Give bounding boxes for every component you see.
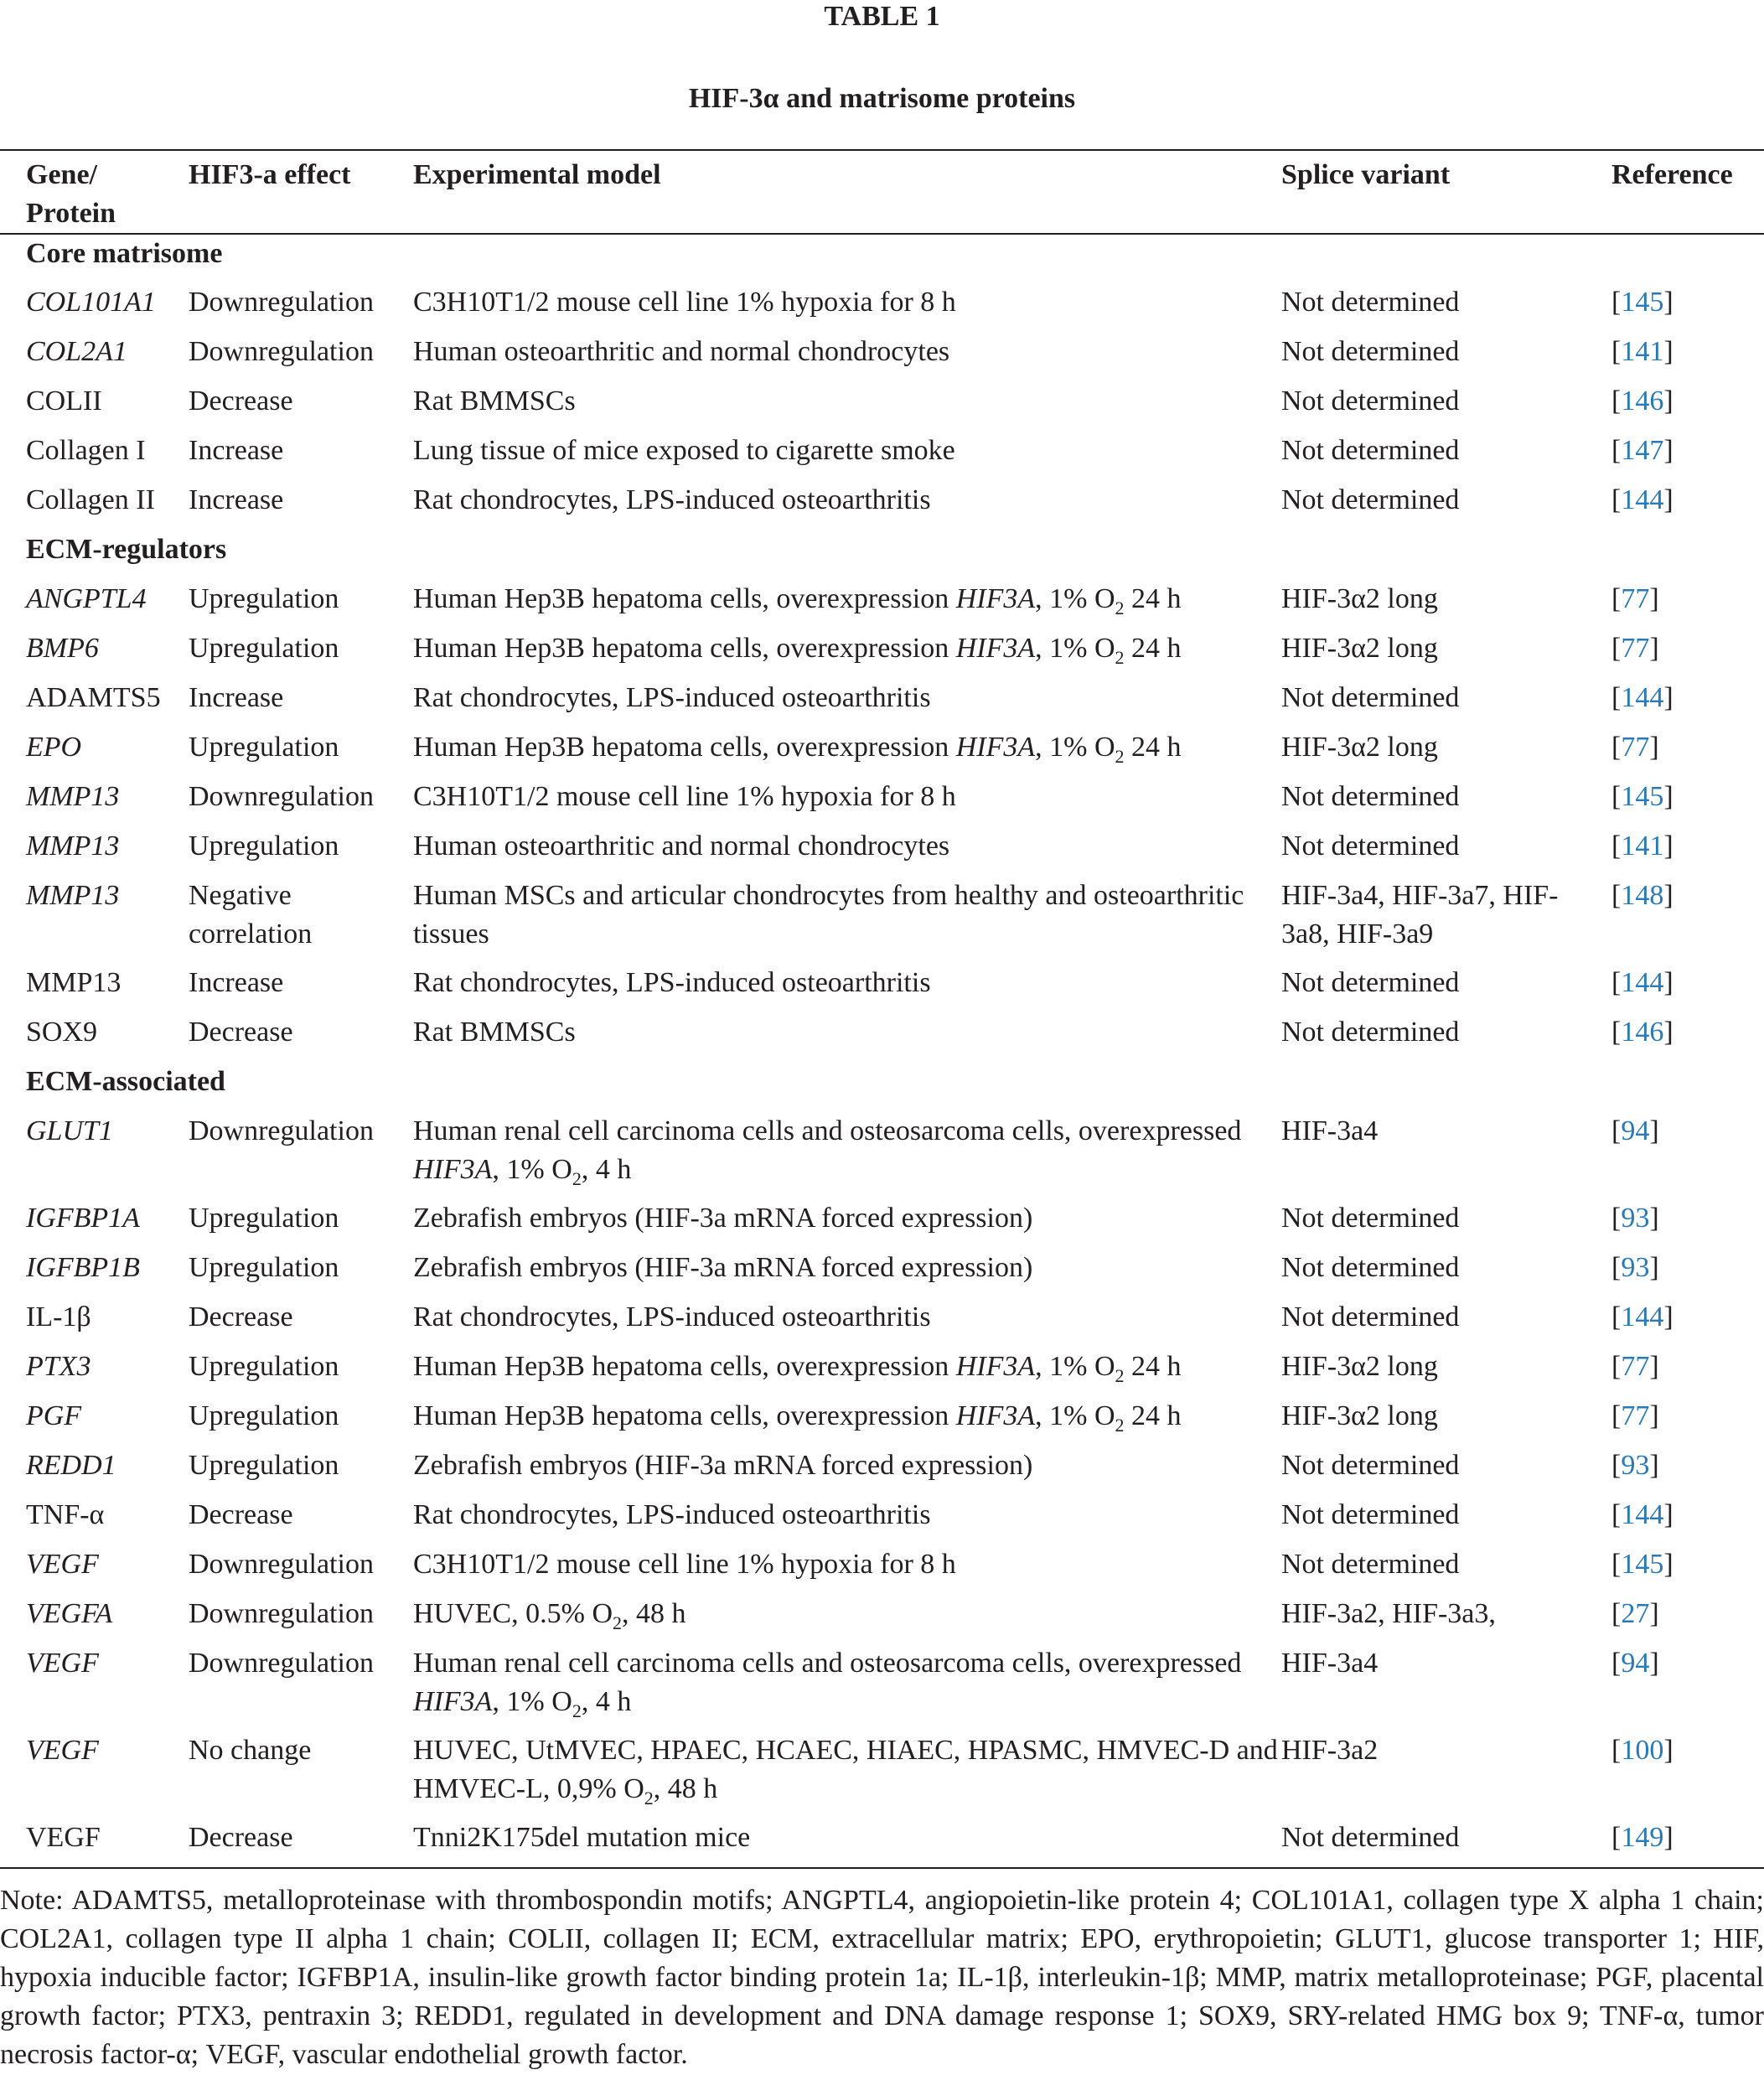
cell-gene: MMP13 — [26, 781, 120, 812]
cell-effect: Increase — [189, 484, 284, 515]
cell-variant: Not determined — [1281, 484, 1460, 515]
cell-gene: VEGF — [26, 1549, 99, 1580]
cell-variant: HIF-3a4, HIF-3a7, HIF- 3a8, HIF-3a9 — [1281, 880, 1559, 950]
cell-model: Rat BMMSCs — [413, 1017, 576, 1048]
section-row — [0, 1063, 1764, 1112]
reference-link[interactable]: 148 — [1621, 880, 1664, 911]
cell-gene: REDD1 — [26, 1450, 116, 1481]
cell-effect: Downregulation — [189, 1115, 374, 1146]
cell-effect: Downregulation — [189, 287, 374, 318]
cell-variant: Not determined — [1281, 967, 1460, 998]
cell-reference: [77] — [1611, 1351, 1659, 1382]
header-row — [0, 150, 1764, 234]
table-body — [0, 234, 1764, 1868]
cell-reference: [148] — [1611, 880, 1673, 911]
cell-variant: Not determined — [1281, 287, 1460, 318]
header-reference: Reference — [1611, 159, 1733, 190]
reference-link[interactable]: 146 — [1621, 386, 1664, 417]
cell-model: Human osteoarthritic and normal chondrocytes — [413, 336, 950, 367]
cell-model: Human Hep3B hepatoma cells, overexpression HIF3A, 1% $O_2$ 24 h — [413, 633, 1182, 668]
cell-model: Rat BMMSCs — [413, 386, 576, 417]
cell-gene: VEGFA — [26, 1598, 113, 1629]
reference-link[interactable]: 144 — [1621, 484, 1664, 515]
cell-effect: Decrease — [189, 1301, 293, 1332]
cell-effect: Upregulation — [189, 1351, 339, 1382]
cell-model: C3H10T1/2 mouse cell line 1% hypoxia for 8 h — [413, 1549, 956, 1580]
cell-reference: [145] — [1611, 781, 1673, 812]
cell-variant: HIF-3a4 — [1281, 1115, 1379, 1146]
cell-variant: Not determined — [1281, 386, 1460, 417]
table-row — [0, 778, 1764, 827]
cell-model: Rat chondrocytes, LPS-induced osteoarthritis — [413, 967, 931, 998]
cell-model: Human renal cell carcinoma cells and osteosarcoma cells, overexpressed HIF3A, 1% $O_2$, 4 h — [413, 1115, 1242, 1189]
reference-link[interactable]: 100 — [1621, 1735, 1664, 1766]
table-title: HIF-3α and matrisome proteins — [688, 83, 1076, 114]
cell-gene: EPO — [26, 732, 82, 763]
cell-effect: Upregulation — [189, 732, 339, 763]
cell-model: Human Hep3B hepatoma cells, overexpression HIF3A, 1% $O_2$ 24 h — [413, 1400, 1182, 1436]
cell-reference: [77] — [1611, 583, 1659, 614]
cell-reference: [94] — [1611, 1115, 1659, 1146]
cell-reference: [100] — [1611, 1735, 1673, 1766]
header-model: Experimental model — [413, 159, 661, 190]
cell-gene: COLII — [26, 386, 102, 417]
table-row — [0, 1348, 1764, 1397]
cell-effect: Upregulation — [189, 583, 339, 614]
cell-variant: Not determined — [1281, 1017, 1460, 1048]
reference-link[interactable]: 93 — [1621, 1450, 1650, 1481]
cell-effect: Upregulation — [189, 1450, 339, 1481]
cell-model: Human Hep3B hepatoma cells, overexpression HIF3A, 1% $O_2$ 24 h — [413, 583, 1182, 618]
cell-variant: Not determined — [1281, 1252, 1460, 1283]
cell-reference: [77] — [1611, 633, 1659, 664]
cell-variant: Not determined — [1281, 831, 1460, 862]
cell-model: Rat chondrocytes, LPS-induced osteoarthritis — [413, 682, 931, 713]
cell-variant: HIF-3a2 — [1281, 1735, 1379, 1766]
cell-effect: Downregulation — [189, 781, 374, 812]
cell-gene: MMP13 — [26, 967, 122, 998]
cell-reference: [27] — [1611, 1598, 1659, 1629]
cell-reference: [144] — [1611, 967, 1673, 998]
reference-link[interactable]: 77 — [1621, 732, 1650, 763]
reference-link[interactable]: 145 — [1621, 1549, 1664, 1580]
cell-effect: Downregulation — [189, 336, 374, 367]
reference-link[interactable]: 94 — [1621, 1115, 1650, 1146]
cell-gene: VEGF — [26, 1735, 99, 1766]
reference-link[interactable]: 141 — [1621, 831, 1664, 862]
cell-model: Rat chondrocytes, LPS-induced osteoarthritis — [413, 484, 931, 515]
reference-link[interactable]: 141 — [1621, 336, 1664, 367]
cell-gene: VEGF — [26, 1822, 101, 1853]
reference-link[interactable]: 145 — [1621, 287, 1664, 318]
table-row — [0, 333, 1764, 382]
cell-reference: [147] — [1611, 435, 1673, 466]
cell-model: Zebrafish embryos (HIF-3a mRNA forced expression) — [413, 1450, 1033, 1481]
table-row — [0, 1249, 1764, 1298]
table-row — [0, 679, 1764, 728]
cell-effect: Increase — [189, 967, 284, 998]
cell-variant: HIF-3α2 long — [1281, 1351, 1438, 1382]
table-row — [0, 728, 1764, 778]
cell-gene: ADAMTS5 — [26, 682, 161, 713]
cell-variant: HIF-3α2 long — [1281, 1400, 1438, 1431]
cell-effect: Decrease — [189, 1017, 293, 1048]
reference-link[interactable]: 27 — [1621, 1598, 1650, 1629]
cell-effect: Decrease — [189, 386, 293, 417]
reference-link[interactable]: 144 — [1621, 1301, 1664, 1332]
cell-gene: Collagen I — [26, 435, 146, 466]
cell-model: Human Hep3B hepatoma cells, overexpression HIF3A, 1% $O_2$ 24 h — [413, 1351, 1182, 1386]
cell-variant: Not determined — [1281, 336, 1460, 367]
table-row — [0, 1545, 1764, 1595]
cell-reference: [141] — [1611, 831, 1673, 862]
cell-reference: [149] — [1611, 1822, 1673, 1853]
cell-gene: ANGPTL4 — [26, 583, 147, 614]
cell-reference: [141] — [1611, 336, 1673, 367]
cell-effect: Upregulation — [189, 1252, 339, 1283]
cell-reference: [144] — [1611, 1499, 1673, 1530]
cell-model: Human MSCs and articular chondrocytes from healthy and osteoarthritic tissues — [413, 880, 1244, 950]
cell-gene: TNF-α — [26, 1499, 105, 1530]
cell-reference: [77] — [1611, 732, 1659, 763]
cell-model: Tnni2K175del mutation mice — [413, 1822, 751, 1853]
cell-gene: MMP13 — [26, 831, 120, 862]
cell-gene: IGFBP1B — [26, 1252, 140, 1283]
cell-gene: MMP13 — [26, 880, 120, 911]
table-row — [0, 481, 1764, 530]
cell-effect: Downregulation — [189, 1549, 374, 1580]
table-row — [0, 283, 1764, 333]
table-row — [0, 1496, 1764, 1545]
cell-model: Human renal cell carcinoma cells and osteosarcoma cells, overexpressed HIF3A, 1% $O_2$, 4 h — [413, 1648, 1242, 1721]
cell-model: C3H10T1/2 mouse cell line 1% hypoxia for 8 h — [413, 287, 956, 318]
cell-model: Rat chondrocytes, LPS-induced osteoarthritis — [413, 1301, 931, 1332]
reference-link[interactable]: 144 — [1621, 1499, 1664, 1530]
header-gene: Gene/ Protein — [26, 159, 116, 229]
table-note: Note: ADAMTS5, metalloproteinase with thrombospondin motifs; ANGPTL4, angiopoietin-like protein 4; COL101A1, collagen type X alpha 1 chain; COL2A1, collagen type II alpha 1 chain; COLII, collagen II; ECM, extracellular matrix; EPO, erythropoietin; GLUT1, glucose transporter 1; HIF, hypoxia inducible factor; IGFBP1A, insulin-like growth factor binding protein 1a; IL-1β, interleukin-1β; MMP, matrix metalloproteinase; PGF, placental growth factor; PTX3, pentraxin 3; REDD1, regulated in development and DNA damage response 1; SOX9, SRY-related HMG box 9; TNF-α, tumor necrosis factor-α; VEGF, vascular endothelial growth factor. — [0, 1885, 1764, 2070]
table-label: TABLE 1 — [824, 1, 940, 32]
table-row — [0, 1446, 1764, 1496]
cell-variant: HIF-3α2 long — [1281, 583, 1438, 614]
cell-variant: Not determined — [1281, 1499, 1460, 1530]
table-row — [0, 1819, 1764, 1868]
table-row — [0, 877, 1764, 964]
cell-effect: Upregulation — [189, 1203, 339, 1234]
cell-reference: [146] — [1611, 386, 1673, 417]
cell-gene: VEGF — [26, 1648, 99, 1679]
cell-model: Lung tissue of mice exposed to cigarette smoke — [413, 435, 955, 466]
reference-link[interactable]: 77 — [1621, 583, 1650, 614]
cell-effect: No change — [189, 1735, 312, 1766]
table-row — [0, 1199, 1764, 1249]
cell-effect: Negative correlation — [189, 880, 313, 950]
cell-gene: COL2A1 — [26, 336, 127, 367]
cell-reference: [93] — [1611, 1450, 1659, 1481]
cell-gene: GLUT1 — [26, 1115, 113, 1146]
header-effect: HIF3-a effect — [189, 159, 351, 190]
cell-gene: PGF — [26, 1400, 82, 1431]
reference-link[interactable]: 146 — [1621, 1017, 1664, 1048]
table-row — [0, 1644, 1764, 1731]
reference-link[interactable]: 93 — [1621, 1252, 1650, 1283]
section-title: ECM-associated — [26, 1066, 225, 1097]
cell-effect: Decrease — [189, 1822, 293, 1853]
table-row — [0, 1731, 1764, 1819]
reference-link[interactable]: 77 — [1621, 1400, 1650, 1431]
cell-effect: Increase — [189, 682, 284, 713]
table-row — [0, 580, 1764, 629]
cell-model: Zebrafish embryos (HIF-3a mRNA forced expression) — [413, 1203, 1033, 1234]
matrisome-table — [0, 149, 1764, 1869]
cell-effect: Decrease — [189, 1499, 293, 1530]
reference-link[interactable]: 147 — [1621, 435, 1664, 466]
cell-variant: HIF-3a4 — [1281, 1648, 1379, 1679]
header-variant: Splice variant — [1281, 159, 1451, 190]
table-row — [0, 432, 1764, 481]
section-title: ECM-regulators — [26, 534, 227, 565]
cell-model: Human Hep3B hepatoma cells, overexpression HIF3A, 1% $O_2$ 24 h — [413, 732, 1182, 767]
cell-effect: Upregulation — [189, 1400, 339, 1431]
cell-gene: SOX9 — [26, 1017, 98, 1048]
table-row — [0, 629, 1764, 679]
cell-effect: Upregulation — [189, 831, 339, 862]
cell-reference: [77] — [1611, 1400, 1659, 1431]
cell-variant: Not determined — [1281, 435, 1460, 466]
cell-gene: IL-1β — [26, 1301, 91, 1332]
cell-gene: IGFBP1A — [26, 1203, 140, 1234]
cell-effect: Downregulation — [189, 1648, 374, 1679]
cell-variant: Not determined — [1281, 1450, 1460, 1481]
cell-reference: [145] — [1611, 1549, 1673, 1580]
cell-effect: Downregulation — [189, 1598, 374, 1629]
table-row — [0, 827, 1764, 877]
cell-model: HUVEC, 0.5% $O_2$, 48 h — [413, 1598, 686, 1633]
table-row — [0, 382, 1764, 432]
cell-variant: Not determined — [1281, 1301, 1460, 1332]
cell-model: Zebrafish embryos (HIF-3a mRNA forced expression) — [413, 1252, 1033, 1283]
cell-gene: COL101A1 — [26, 287, 156, 318]
cell-reference: [144] — [1611, 1301, 1673, 1332]
cell-reference: [145] — [1611, 287, 1673, 318]
cell-reference: [94] — [1611, 1648, 1659, 1679]
reference-link[interactable]: 144 — [1621, 682, 1664, 713]
table-row — [0, 964, 1764, 1013]
cell-effect: Upregulation — [189, 633, 339, 664]
reference-link[interactable]: 93 — [1621, 1203, 1650, 1234]
cell-model: Human osteoarthritic and normal chondrocytes — [413, 831, 950, 862]
cell-model: Rat chondrocytes, LPS-induced osteoarthritis — [413, 1499, 931, 1530]
cell-variant: Not determined — [1281, 1549, 1460, 1580]
table-row — [0, 1595, 1764, 1644]
cell-reference: [144] — [1611, 484, 1673, 515]
cell-variant: HIF-3α2 long — [1281, 633, 1438, 664]
reference-link[interactable]: 149 — [1621, 1822, 1664, 1853]
section-row — [0, 234, 1764, 283]
reference-link[interactable]: 144 — [1621, 967, 1664, 998]
cell-variant: HIF-3α2 long — [1281, 732, 1438, 763]
table-row — [0, 1013, 1764, 1063]
cell-variant: Not determined — [1281, 682, 1460, 713]
section-row — [0, 530, 1764, 580]
cell-gene: PTX3 — [26, 1351, 91, 1382]
reference-link[interactable]: 77 — [1621, 633, 1650, 664]
cell-model: HUVEC, UtMVEC, HPAEC, HCAEC, HIAEC, HPASMC, HMVEC-D and HMVEC-L, 0,9% $O_2$, 48 h — [413, 1735, 1278, 1809]
cell-model: C3H10T1/2 mouse cell line 1% hypoxia for 8 h — [413, 781, 956, 812]
reference-link[interactable]: 77 — [1621, 1351, 1650, 1382]
reference-link[interactable]: 145 — [1621, 781, 1664, 812]
table-row — [0, 1112, 1764, 1199]
cell-effect: Increase — [189, 435, 284, 466]
cell-variant: Not determined — [1281, 1822, 1460, 1853]
table-row — [0, 1298, 1764, 1348]
cell-reference: [144] — [1611, 682, 1673, 713]
table-row — [0, 1397, 1764, 1446]
cell-variant: Not determined — [1281, 1203, 1460, 1234]
cell-gene: Collagen II — [26, 484, 155, 515]
section-title: Core matrisome — [26, 238, 223, 269]
cell-reference: [146] — [1611, 1017, 1673, 1048]
cell-reference: [93] — [1611, 1203, 1659, 1234]
reference-link[interactable]: 94 — [1621, 1648, 1650, 1679]
cell-gene: BMP6 — [26, 633, 99, 664]
cell-variant: Not determined — [1281, 781, 1460, 812]
cell-reference: [93] — [1611, 1252, 1659, 1283]
cell-variant: HIF-3a2, HIF-3a3, — [1281, 1598, 1496, 1629]
